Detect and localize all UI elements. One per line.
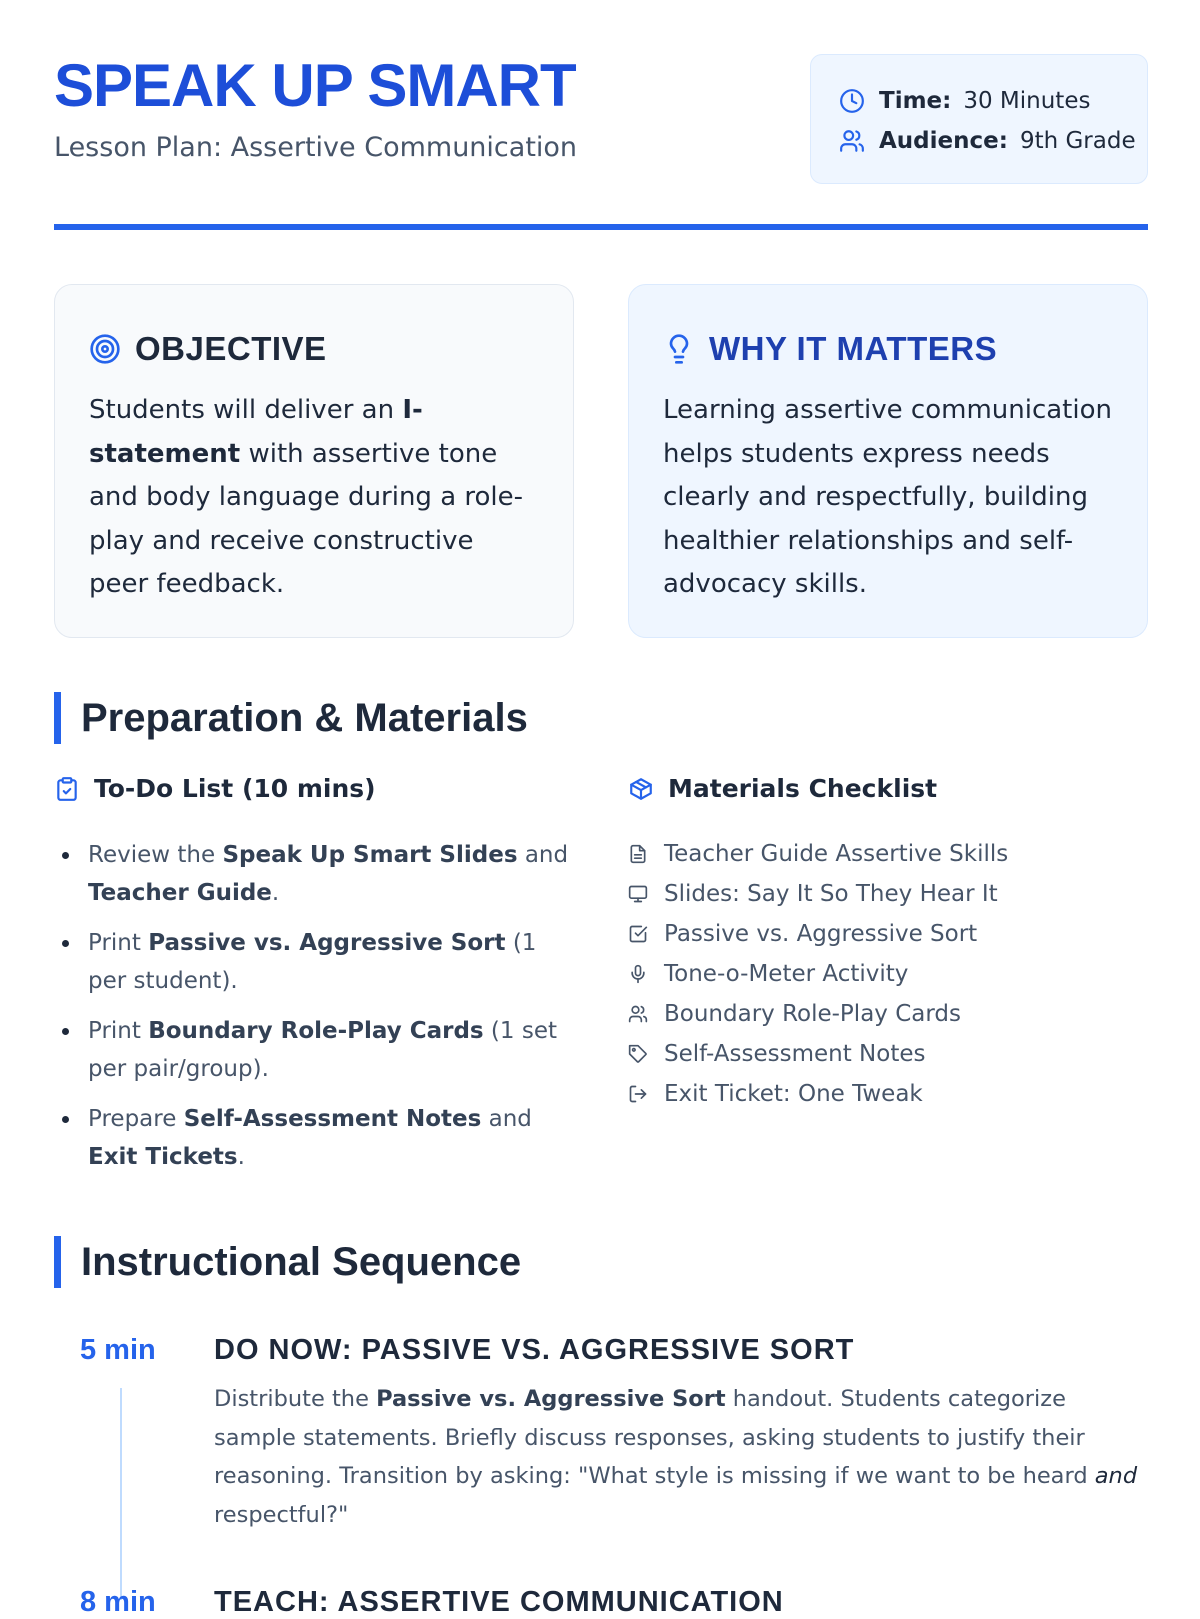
header-divider: [54, 224, 1148, 230]
material-item: Self-Assessment Notes: [628, 1034, 1148, 1074]
why-text: Learning assertive communication helps students express needs clearly and respectfully, building healthier relationships and self-advocacy skills.: [663, 395, 1112, 599]
material-item: Slides: Say It So They Hear It: [628, 874, 1148, 914]
step-time: 5 min: [80, 1334, 156, 1366]
todo-heading: [54, 774, 376, 803]
step-title: TEACH: ASSERTIVE COMMUNICATION: [214, 1586, 784, 1618]
page-title: SPEAK UP SMART: [54, 52, 576, 119]
step-description: Distribute the Passive vs. Aggressive Sort handout. Students categorize sample statements. Briefly discuss responses, asking students to justify their reasoning. Transition by asking: "What style is missing if we want to be heard and respectful?": [214, 1386, 1138, 1528]
clipboard-check-icon: [54, 776, 80, 802]
sequence-section-title: Instructional Sequence: [54, 1236, 521, 1288]
todo-heading-text: To-Do List (10 mins): [94, 774, 376, 803]
objective-card: [54, 284, 574, 638]
users-icon: [628, 1004, 648, 1024]
todo-item: Prepare Self-Assessment Notes and Exit Tickets.: [58, 1100, 578, 1176]
lightbulb-icon: [663, 333, 695, 365]
todo-item: Review the Speak Up Smart Slides and Teacher Guide.: [58, 836, 578, 912]
objective-heading: [89, 321, 539, 377]
clock-icon: [839, 88, 865, 114]
material-item: Passive vs. Aggressive Sort: [628, 914, 1148, 954]
time-info: [839, 81, 1147, 121]
todo-item: Print Passive vs. Aggressive Sort (1 per student).: [58, 924, 578, 1000]
step-time: 8 min: [80, 1586, 156, 1618]
todo-list: [58, 836, 578, 1188]
materials-checklist: [628, 834, 1148, 1114]
audience-info: [839, 121, 1147, 161]
objective-text: Students will deliver an I-statement with assertive tone and body language during a role-play and receive constructive peer feedback.: [89, 395, 524, 599]
step-title: DO NOW: PASSIVE VS. AGGRESSIVE SORT: [214, 1334, 855, 1366]
why-it-matters-card: [628, 284, 1148, 638]
microphone-icon: [628, 964, 648, 984]
time-value: 30 Minutes: [963, 88, 1091, 114]
material-item: Exit Ticket: One Tweak: [628, 1074, 1148, 1114]
material-item: Teacher Guide Assertive Skills: [628, 834, 1148, 874]
lesson-header: [54, 54, 1148, 194]
todo-item: Print Boundary Role-Play Cards (1 set per pair/group).: [58, 1012, 578, 1088]
materials-heading-text: Materials Checklist: [668, 774, 938, 803]
material-item: Tone-o-Meter Activity: [628, 954, 1148, 994]
preparation-section-title: Preparation & Materials: [54, 692, 528, 744]
target-icon: [89, 333, 121, 365]
tag-icon: [628, 1044, 648, 1064]
package-icon: [628, 776, 654, 802]
timeline-line: [120, 1388, 122, 1600]
material-item: Boundary Role-Play Cards: [628, 994, 1148, 1034]
audience-label: Audience:: [879, 128, 1008, 154]
materials-heading: [628, 774, 937, 803]
audience-value: 9th Grade: [1019, 128, 1136, 154]
document-icon: [628, 844, 648, 864]
exit-icon: [628, 1084, 648, 1104]
why-heading: [663, 321, 1113, 377]
time-label: Time:: [879, 88, 952, 114]
lesson-info-box: [810, 54, 1148, 184]
monitor-icon: [628, 884, 648, 904]
objective-heading-text: OBJECTIVE: [135, 330, 327, 367]
page-subtitle: Lesson Plan: Assertive Communication: [54, 132, 578, 163]
why-heading-text: WHY IT MATTERS: [709, 330, 998, 367]
users-icon: [839, 128, 865, 154]
checkbox-icon: [628, 924, 648, 944]
